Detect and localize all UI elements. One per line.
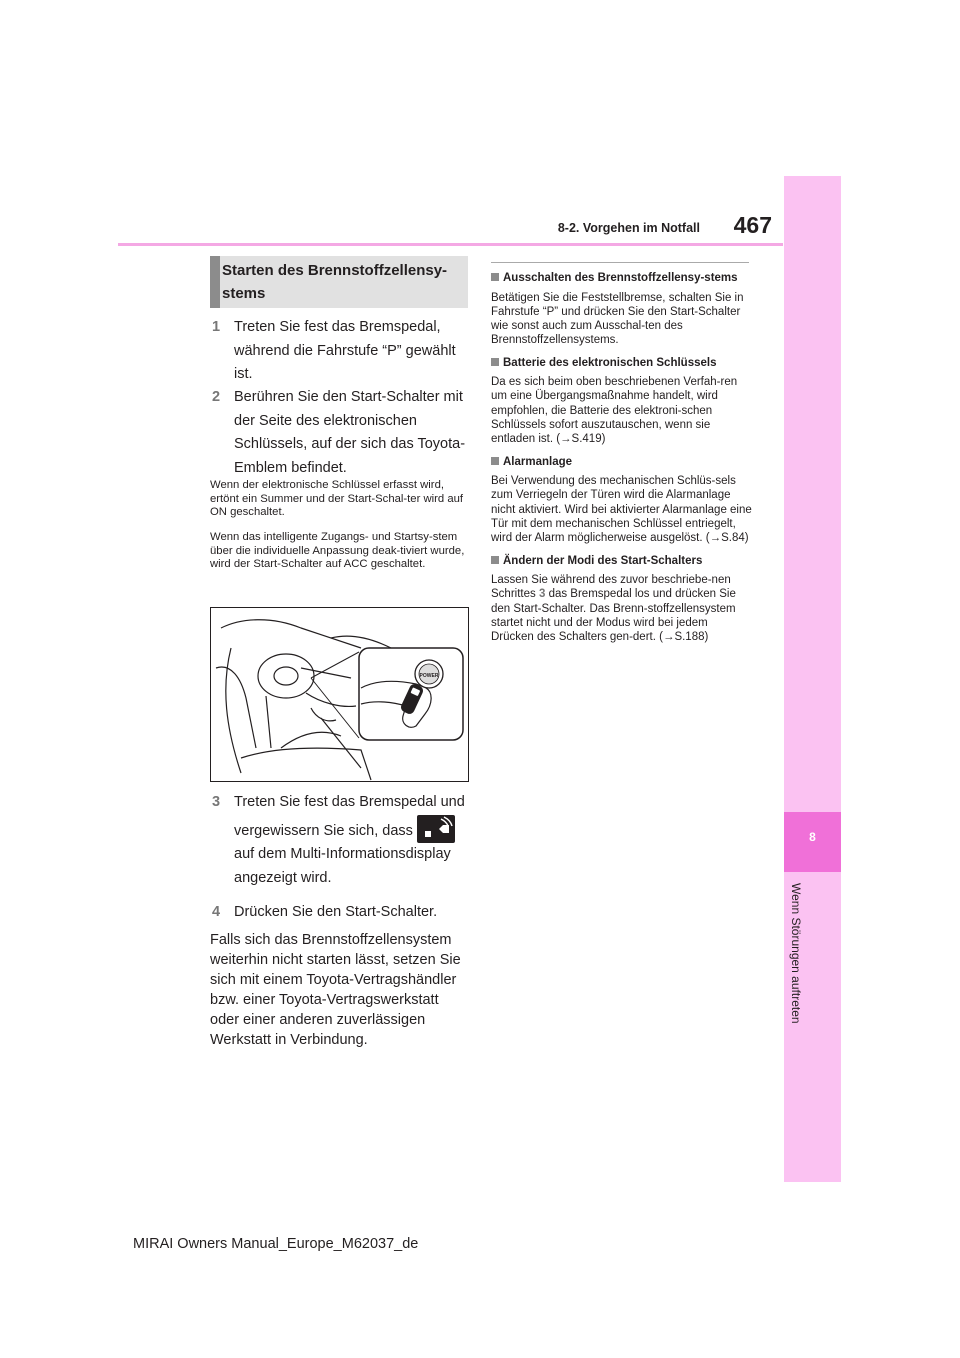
info-section-title: Ändern der Modi des Start-Schalters: [491, 554, 753, 569]
info-section-title: Ausschalten des Brennstoffzellensy-stems: [491, 271, 753, 286]
start-button-illustration: [210, 607, 469, 782]
step-number: 1: [212, 319, 221, 335]
info-section-body: Betätigen Sie die Feststellbremse, schalten Sie in Fahrstufe “P” und drücken Sie den Start-Schalter wie sonst auch zum Ausschal-ten des Brennstoffzellensystems.: [491, 291, 744, 347]
header-rule: [118, 243, 783, 246]
info-section: [491, 271, 753, 348]
info-section-body: Lassen Sie während des zuvor beschriebe-nen Schrittes 3 das Bremspedal los und drücken Sie den Start-Schalter. Das Brenn-stoffzellensystem startet nicht und der Modus wird bei jedem Drücken des Schalters gen-dert. (→S.188): [491, 574, 736, 644]
step-text: Treten Sie fest das Bremspedal, während die Fahrstufe “P” gewählt ist.: [234, 319, 456, 382]
note-paragraph: Wenn das intelligente Zugangs- und Startsy-stem über die individuelle Anpassung deak-tiviert wurde, wird der Start-Schalter auf ACC geschaltet.: [210, 531, 465, 570]
step-text: Drücken Sie den Start-Schalter.: [234, 904, 438, 920]
info-section-title: Alarmanlage: [491, 455, 753, 470]
step-2: [212, 386, 470, 480]
step-number: 3: [212, 794, 221, 810]
right-column-rule: [491, 262, 749, 263]
footer-text: MIRAI Owners Manual_Europe_M62037_de: [133, 1236, 419, 1252]
info-section: [491, 356, 753, 447]
step-text-continued: auf dem Multi-Informationsdisplay angezeigt wird.: [234, 846, 451, 886]
bullet-square-icon: [491, 556, 499, 564]
right-column: [491, 271, 753, 645]
info-section-body: Bei Verwendung des mechanischen Schlüs-sels zum Verriegeln der Türen wird die Alarmanlage nicht aktiviert. Wird bei aktivierter Alarmanlage eine Tür mit dem mechanischen Schlüssel entriegelt, wird der Alarm möglicherweise ausgelöst. (→S.84): [491, 475, 752, 545]
chapter-number: 8: [809, 830, 816, 844]
info-section: [491, 554, 753, 645]
step-number: 4: [212, 904, 221, 920]
step-4: [212, 901, 470, 925]
closing-paragraph: Falls sich das Brennstoffzellensystem weiterhin nicht starten lässt, setzen Sie sich mit einem Toyota-Vertragshändler bzw. einer Toyota-Vertragswerkstatt oder einer anderen zuverlässigen Werkstatt in Verbindung.: [210, 932, 461, 1048]
section-heading: Starten des Brennstoffzellensy-stems: [222, 262, 448, 302]
step-3: [212, 791, 470, 890]
section-heading-bar: [210, 256, 220, 308]
page-number: 467: [733, 212, 772, 238]
bullet-square-icon: [491, 273, 499, 281]
chapter-title: Wenn Störungen auftreten: [789, 883, 803, 1024]
section-title: 8-2. Vorgehen im Notfall: [557, 221, 700, 235]
info-section: [491, 455, 753, 546]
bullet-square-icon: [491, 358, 499, 366]
key-indicator-icon: [417, 815, 455, 843]
step-number: 2: [212, 389, 221, 405]
note-paragraph: Wenn der elektronische Schlüssel erfasst wird, ertönt ein Summer und der Start-Schal-ter wird auf ON geschaltet.: [210, 479, 464, 518]
info-section-title: Batterie des elektronischen Schlüssels: [491, 356, 753, 371]
car-interior-drawing: [211, 608, 468, 781]
info-section-body: Da es sich beim oben beschriebenen Verfah-ren um eine Übergangsmaßnahme handelt, wird empfohlen, die Batterie des elektroni-schen Schlüssels sofort auszutauschen, wenn sie entladen ist. (→S.419): [491, 376, 738, 446]
bullet-square-icon: [491, 457, 499, 465]
step-text: Berühren Sie den Start-Schalter mit der Seite des elektronischen Schlüssels, auf der sich das Toyota-Emblem befindet.: [234, 389, 466, 476]
step-1: [212, 316, 470, 387]
power-button-label: POWER: [419, 673, 439, 679]
step-reference-number: 3: [538, 588, 546, 601]
step-text: Treten Sie fest das Bremspedal und vergewissern Sie sich, dass: [234, 794, 465, 839]
